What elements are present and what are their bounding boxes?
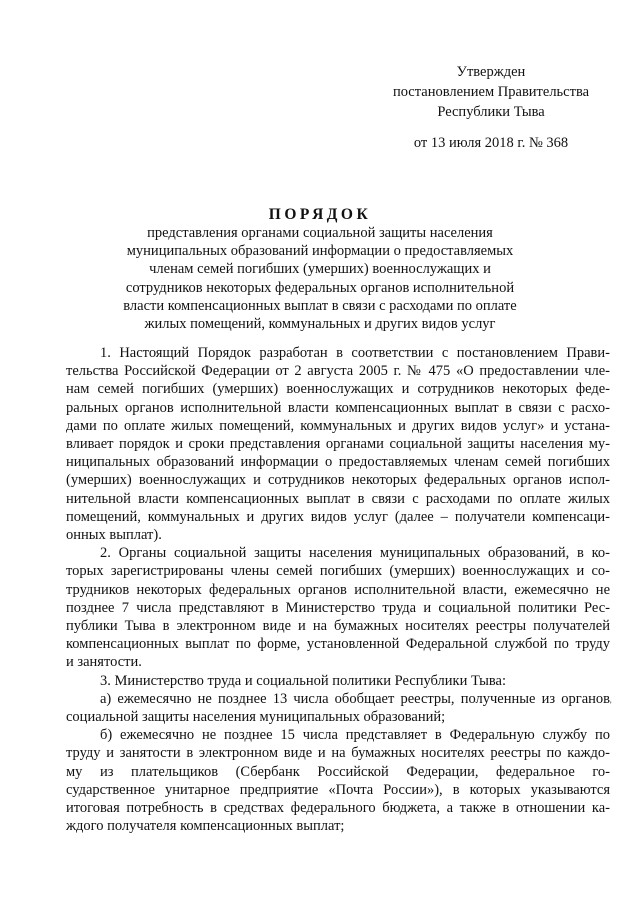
subtitle-line: власти компенсационных выплат в связи с расходами по оплате [123,297,517,314]
text-line: публики Тыва в электронном виде и на бумажных носителях реестры получателей [66,618,610,635]
text-line: 3. Министерство труда и социальной политики Республики Тыва: [100,672,506,689]
text-line: помещений, коммунальных и других видов услуг (далее – получатели компенсаци- [66,508,610,525]
text-line: 1. Настоящий Порядок разработан в соответствии с постановлением Прави- [100,345,610,361]
text-line: итоговая потребность в средствах федерального бюджета, а также в отношении ка- [66,800,610,817]
text-line: трудников некоторых федеральных органов исполнительной власти, ежемесячно не [66,581,610,598]
approval-line-approved: Утвержден [456,64,526,80]
text-line: (умерших) военнослужащих и сотрудников некоторых федеральных органов испол- [66,472,610,489]
text-line: сударственное унитарное предприятие «Почта России»), в которых указываются [66,781,610,798]
subtitle-line: муниципальных образований информации о предоставляемых [126,243,514,260]
document-body [66,344,610,835]
paragraph-3a [66,690,610,726]
subtitle-line: представления органами социальной защиты населения [147,225,493,241]
text-line: и занятости. [66,654,142,671]
subtitle-line: членам семей погибших (умерших) военнослужащих и [149,261,491,278]
subtitle-line: жилых помещений, коммунальных и других видов услуг [144,316,496,333]
paragraph-1 [66,344,610,544]
document-subtitle [80,224,560,333]
text-line: труду и занятости в электронном виде и на бумажных носителях реестры по каждо- [66,745,610,762]
paragraph-3b [66,726,610,835]
paragraph-2 [66,544,610,671]
text-line: торых зарегистрированы члены семей погибших (умерших) военнослужащих и со- [66,563,610,580]
text-line: социальной защиты населения муниципальных образований; [66,709,446,726]
approval-line-resolution: постановлением Правительства [392,84,590,100]
text-line: онных выплат). [66,527,162,544]
text-line: му из плательщиков (Сбербанк Российской Федерации, федеральное го- [66,763,610,780]
text-line: ниципальных образований информации о предоставляемых членам семей погибших [66,454,610,471]
text-line: ральных органов исполнительной власти компенсационных выплат в связи с расхо- [66,399,610,416]
text-line: дами по оплате жилых помещений, коммунальных и других видов услуг» и устана- [66,417,610,434]
text-line: ждого получателя компенсационных выплат; [66,818,345,835]
text-line: тельства Российской Федерации от 2 августа 2005 г. № 475 «О предоставлении чле- [66,363,610,380]
approval-line-republic: Республики Тыва [437,104,545,120]
text-line: позднее 7 числа представляют в Министерство труда и социальной политики Рес- [66,599,610,616]
text-line: вливает порядок и сроки представления органами социальной защиты населения му- [66,436,610,453]
text-line: а) ежемесячно не позднее 13 числа обобщает реестры, полученные из органов [100,690,610,707]
subtitle-line: сотрудников некоторых федеральных органов исполнительной [125,279,515,296]
paragraph-3 [66,672,610,690]
margin-mark: ' [610,700,612,710]
document-title: ПОРЯДОК [268,206,372,223]
text-line: компенсационных выплат по форме, установленной Федеральной службой по труду [66,636,610,653]
text-line: б) ежемесячно не позднее 15 числа представляет в Федеральную службу по [100,727,610,744]
text-line: нительной власти компенсационных выплат в связи с расходами по оплате жилых [66,490,610,507]
text-line: 2. Органы социальной защиты населения муниципальных образований, в ко- [100,545,610,562]
text-line: нам семей погибших (умерших) военнослужащих и сотрудников некоторых феде- [66,381,610,398]
approval-date: от 13 июля 2018 г. № 368 [413,135,569,151]
approval-block [372,62,610,153]
